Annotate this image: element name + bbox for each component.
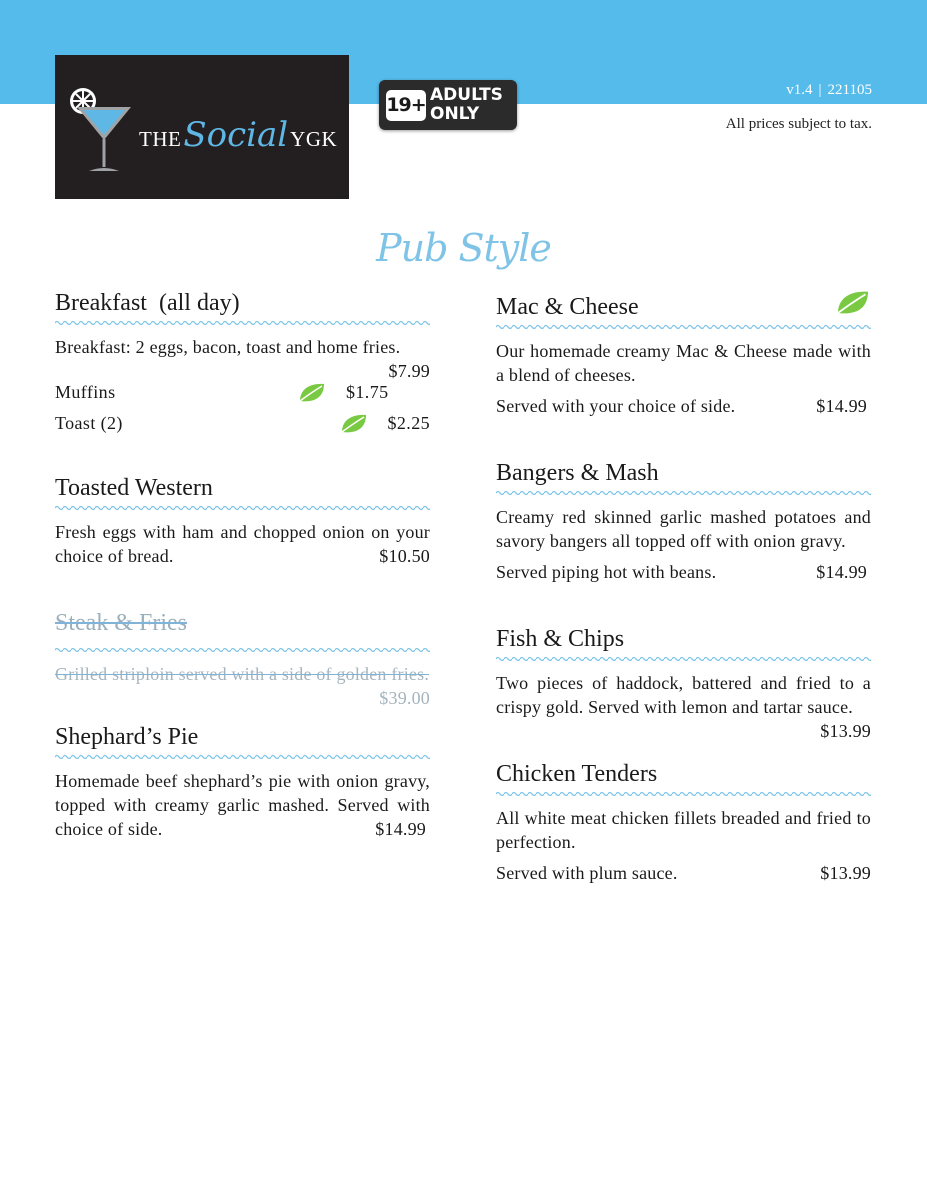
version-separator: | [818,82,822,98]
menu-item-chicken-tenders [496,759,871,885]
item-title: Toasted Western [55,475,213,501]
menu-item-steak-fries [55,608,430,708]
item-price: $10.50 [379,546,430,566]
version-number: v1.4 [786,82,813,98]
item-title: Steak & Fries [55,610,187,636]
item-description: All white meat chicken fillets breaded and fried to perfection. [496,808,871,852]
side-item-price: $1.75 [346,382,389,402]
wave-divider [496,323,871,331]
adults-only-badge [379,80,517,130]
item-price: $14.99 [816,396,867,416]
item-served: Served piping hot with beans. [496,562,717,582]
item-description: Two pieces of haddock, battered and fried to a crispy gold. Served with lemon and tartar sauce. $13.99 [496,673,871,741]
leaf-icon [835,288,871,318]
menu-item-bangers-mash [496,458,871,584]
side-item-muffins [55,377,389,408]
menu-item-fish-chips [496,624,871,741]
item-price: $13.99 [820,721,871,741]
menu-item-toasted-western [55,473,430,568]
menu-item-breakfast [55,288,430,439]
version-date: 221105 [827,82,872,98]
logo-the: THE [139,127,182,151]
item-price: $13.99 [820,863,871,883]
wave-divider [496,489,871,497]
item-title: Fish & Chips [496,626,625,652]
item-description: Fresh eggs with ham and chopped onion on your choice of bread. $10.50 [55,522,430,566]
item-served: Served with your choice of side. [496,396,736,416]
wave-divider [55,753,430,761]
wave-divider [496,655,871,663]
logo-social: Social [183,115,289,155]
item-title: Bangers & Mash [496,460,659,486]
badge-age: 19+ [386,90,426,121]
menu-column-left [55,288,430,869]
item-price: $14.99 [375,819,426,839]
item-title: Mac & Cheese [496,292,871,322]
wave-divider [55,504,430,512]
item-served-row [496,861,871,885]
tax-note: All prices subject to tax. [725,116,872,132]
wave-divider [55,319,430,327]
item-description: Creamy red skinned garlic mashed potatoes and savory bangers all topped off with onion gravy. [496,507,871,551]
item-description: Grilled striploin served with a side of golden fries. $39.00 [55,664,430,708]
side-item-toast [55,408,430,439]
logo-ygk: YGK [290,127,338,151]
side-item-name: Toast (2) [55,413,123,433]
wave-divider [55,646,430,654]
leaf-icon [298,381,326,405]
badge-text: ADULTS ONLY [430,85,503,124]
item-price: $7.99 [388,361,430,381]
menu-item-mac-cheese [496,292,871,418]
item-description: Breakfast: 2 eggs, bacon, toast and home fries. $7.99 [55,337,430,381]
item-price: $39.00 [379,688,430,708]
wave-divider [496,790,871,798]
item-title: Shephard’s Pie [55,724,199,750]
version-label [786,82,872,99]
item-served-row [496,394,871,418]
item-price: $14.99 [816,562,867,582]
logo [55,55,349,199]
item-title: Breakfast (all day) [55,290,240,316]
item-served-row [496,560,871,584]
section-title: Pub Style [376,226,551,270]
item-description: Our homemade creamy Mac & Cheese made with a blend of cheeses. [496,341,871,385]
item-description: Homemade beef shephard’s pie with onion gravy, topped with creamy garlic mashed. Served with choice of side. $14.99 [55,771,430,839]
side-item-name: Muffins [55,382,116,402]
menu-column-right [496,292,871,913]
martini-glass-icon [67,85,137,175]
item-title: Chicken Tenders [496,761,658,787]
menu-item-shephards-pie [55,722,430,841]
item-served: Served with plum sauce. [496,863,678,883]
side-item-price: $2.25 [387,413,430,433]
leaf-icon [340,412,368,436]
